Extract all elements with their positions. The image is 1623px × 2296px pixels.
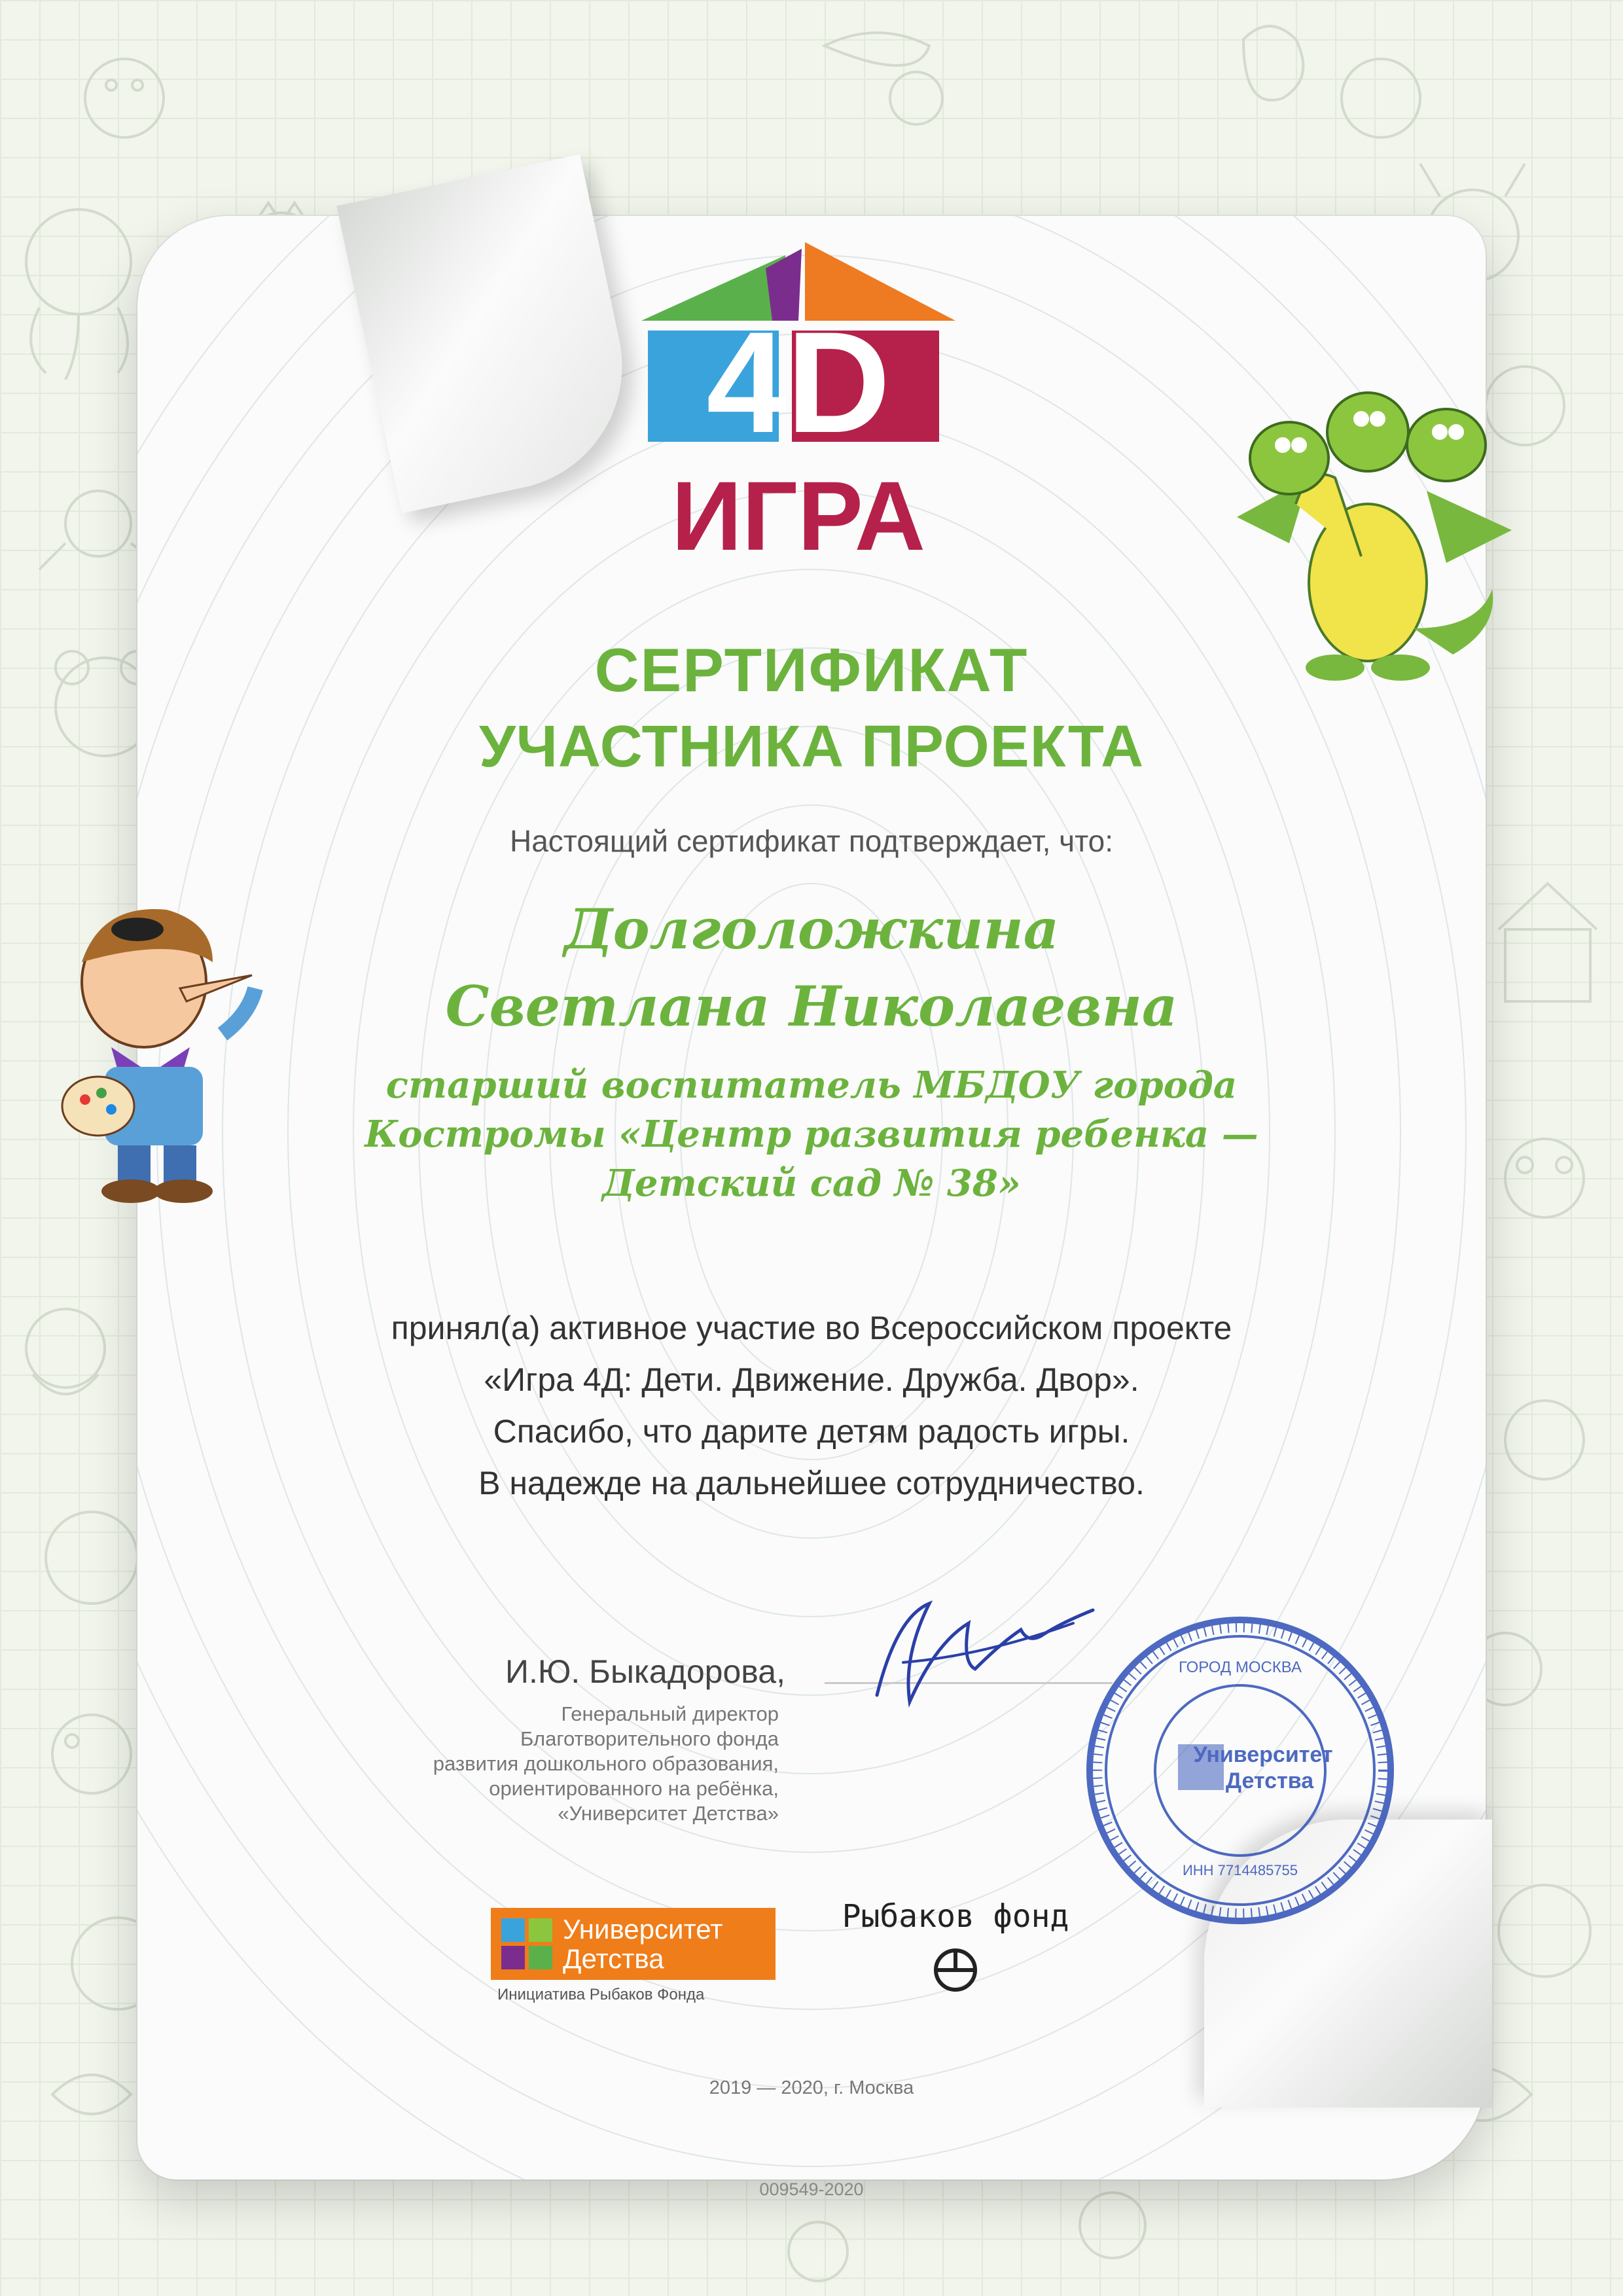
stamp-center-line2: Детства — [1225, 1768, 1314, 1793]
stamp-city: ГОРОД МОСКВА — [1178, 1659, 1302, 1676]
logo-4d-text: 4D — [706, 302, 891, 463]
logo-igra-text: ИГРА — [671, 461, 926, 569]
ud-logo-line1: Университет — [563, 1914, 723, 1945]
puzzle-icon — [499, 1916, 555, 1972]
certificate-title: СЕРТИФИКАТ — [594, 636, 1029, 704]
recipient-position-line: старший воспитатель МБДОУ города — [385, 1064, 1238, 1107]
recipient-surname: Долголожкина — [563, 897, 1060, 961]
ud-logo-caption: Инициатива Рыбаков Фонда — [497, 1986, 705, 2003]
body-text-line: «Игра 4Д: Дети. Движение. Дружба. Двор». — [484, 1361, 1139, 1398]
body-text-line: принял(а) активное участие во Всероссийском проекте — [391, 1310, 1232, 1346]
certificate-number: 009549-2020 — [759, 2179, 864, 2199]
signer-role-line: Генеральный директор — [561, 1702, 779, 1725]
igra-4d-logo — [641, 242, 955, 569]
recipient-position-line: Детский сад № 38» — [602, 1162, 1021, 1205]
organization-stamp — [1080, 1610, 1400, 1931]
certificate-subtitle: УЧАСТНИКА ПРОЕКТА — [478, 714, 1145, 780]
signer-name: И.Ю. Быкадорова, — [505, 1653, 785, 1690]
recipient-position-line: Костромы «Центр развития ребенка — — [365, 1113, 1258, 1156]
recipient-given-names: Светлана Николаевна — [445, 974, 1178, 1039]
stamp-center-line1: Университет — [1193, 1742, 1333, 1767]
intro-text: Настоящий сертификат подтверждает, что: — [509, 824, 1114, 858]
universitet-detstva-logo — [491, 1908, 776, 1980]
stamp-inn: ИНН 7714485755 — [1182, 1862, 1298, 1878]
rybakov-fond-logo-text: Рыбаков фонд — [842, 1898, 1069, 1935]
body-text-line: В надежде на дальнейшее сотрудничество. — [478, 1465, 1145, 1501]
signer-role-line: ориентированного на ребёнка, — [489, 1777, 779, 1800]
painter-boy-illustration — [52, 903, 268, 1204]
signer-role-line: «Университет Детства» — [558, 1802, 779, 1825]
issue-place-date: 2019 — 2020, г. Москва — [709, 2077, 914, 2098]
ud-logo-line2: Детства — [563, 1943, 664, 1974]
body-text-line: Спасибо, что дарите детям радость игры. — [493, 1413, 1130, 1450]
signer-role-line: Благотворительного фонда — [520, 1727, 779, 1750]
rybakov-fond-emblem-icon — [929, 1944, 982, 1996]
signer-role-line: развития дошкольного образования, — [433, 1752, 779, 1775]
